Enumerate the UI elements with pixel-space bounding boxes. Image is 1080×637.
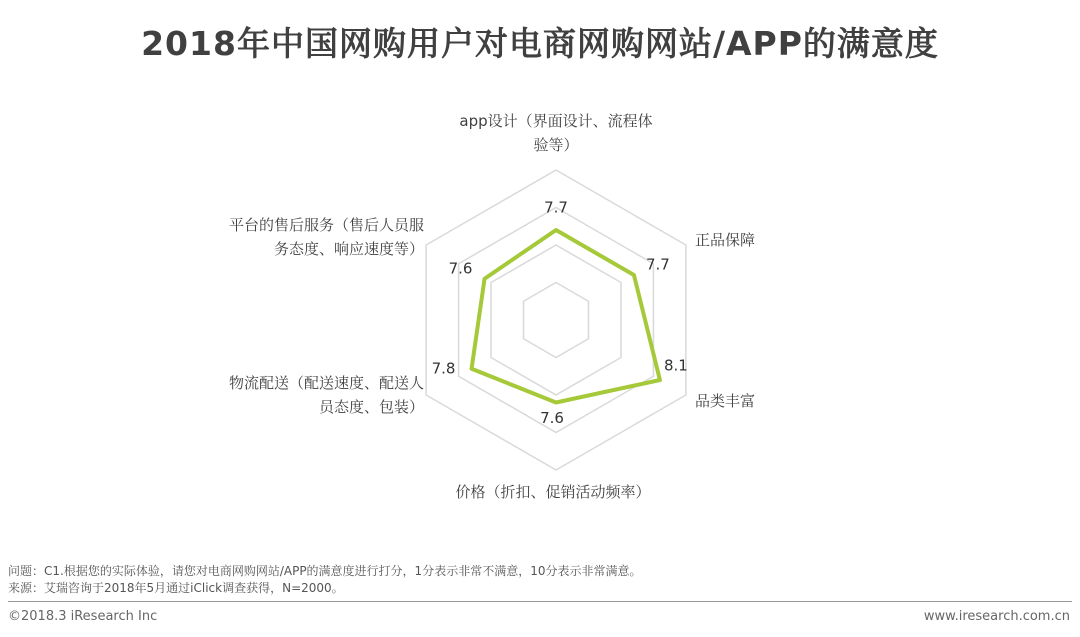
- value-label-1: 7.7: [646, 255, 670, 274]
- series-line: [472, 230, 660, 403]
- axis-label-1: 正品保障: [695, 231, 756, 249]
- footer-notes: [8, 563, 641, 597]
- radar-series: [472, 230, 660, 403]
- axis-label-4: 物流配送（配送速度、配送人员态度、包装）: [228, 374, 424, 416]
- footer-question: 问题：C1.根据您的实际体验，请您对电商网购网站/APP的满意度进行打分，1分表示非常不满意，10分表示非常满意。: [8, 564, 642, 578]
- website-text: www.iresearch.com.cn: [923, 609, 1070, 624]
- axis-label-0: app设计（界面设计、流程体验等）: [459, 112, 653, 154]
- value-label-5: 7.6: [448, 259, 473, 278]
- value-label-4: 7.8: [431, 359, 456, 378]
- footer-source: 来源：艾瑞咨询于2018年5月通过iClick调查获得，N=2000。: [8, 581, 344, 595]
- axis-label-5: 平台的售后服务（售后人员服务态度、响应速度等）: [228, 216, 424, 258]
- grid-ring-2: [491, 245, 621, 395]
- value-label-0: 7.7: [544, 198, 568, 217]
- radar-labels: [229, 112, 755, 501]
- axis-label-3: 价格（折扣、促销活动频率）: [455, 483, 651, 501]
- axis-label-2: 品类丰富: [695, 392, 756, 410]
- value-label-2: 8.1: [663, 356, 688, 375]
- page-title: 2018年中国网购用户对电商网购网站/APP的满意度: [141, 24, 939, 63]
- grid-ring-1: [524, 283, 589, 358]
- copyright-text: ©2018.3 iResearch Inc: [8, 609, 158, 624]
- grid-ring-3: [459, 208, 654, 433]
- value-label-3: 7.6: [540, 409, 564, 427]
- footer-divider: [8, 601, 1072, 602]
